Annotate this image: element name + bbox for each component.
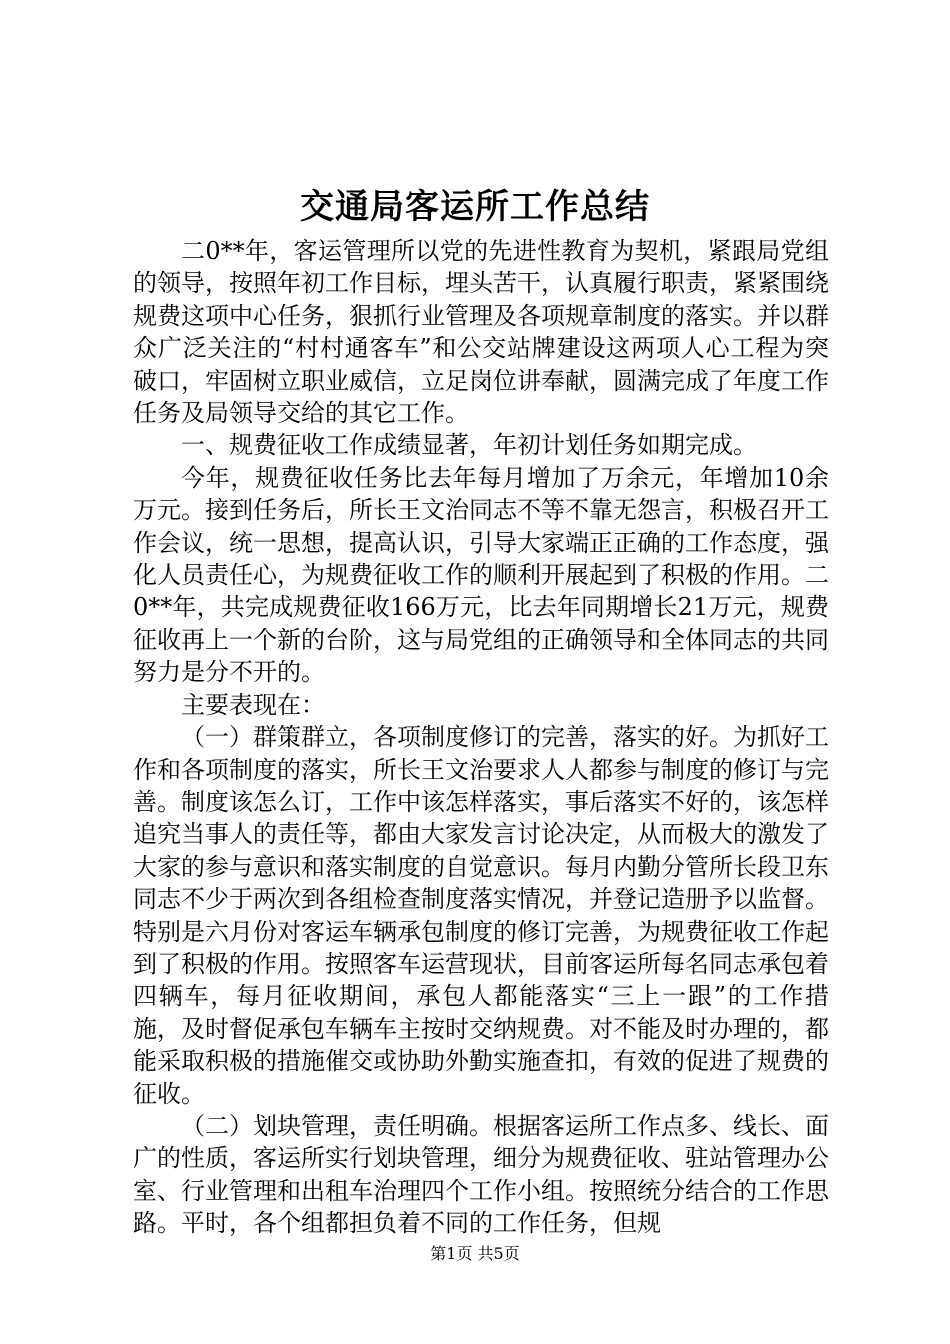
paragraph-section-heading: 一、规费征收工作成绩显著，年初计划任务如期完成。 (181, 431, 757, 460)
paragraph-point-two: （二）划块管理，责任明确。根据客运所工作点多、线长、面广的性质，客运所实行划块管理，细分为规费征收、驻站管理办公室、行业管理和出租车治理四个工作小组。按照统分结合的工作思路。平时，各个组都担负着不同的工作任务，但规 (133, 1111, 829, 1238)
paragraph-point-one: （一）群策群立，各项制度修订的完善，落实的好。为抓好工作和各项制度的落实，所长王文治要求人人都参与制度的修订与完善。制度该怎么订，工作中该怎样落实，事后落实不好的，该怎样追究当事人的责任等，都由大家发言讨论决定，从而极大的激发了大家的参与意识和落实制度的自觉意识。每月内勤分管所长段卫东同志不少于两次到各组检查制度落实情况，并登记造册予以监督。特别是六月份对客运车辆承包制度的修订完善，为规费征收工作起到了积极的作用。按照客车运营现状，目前客运所每名同志承包着四辆车，每月征收期间，承包人都能落实“三上一跟”的工作措施，及时督促承包车辆车主按时交纳规费。对不能及时办理的，都能采取积极的措施催交或协助外勤实施查扣，有效的促进了规费的征收。 (133, 723, 829, 1108)
paragraph-main-points: 主要表现在： (181, 690, 325, 719)
paragraph-intro: 二0**年，客运管理所以党的先进性教育为契机，紧跟局党组的领导，按照年初工作目标，埋头苦干，认真履行职责，紧紧围绕规费这项中心任务，狠抓行业管理及各项规章制度的落实。并以群众广泛关注的“村村通客车”和公交站牌建设这两项人心工程为突破口，牢固树立职业威信，立足岗位讲奉献，圆满完成了年度工作任务及局领导交给的其它工作。 (133, 237, 829, 428)
document-body (133, 235, 829, 1240)
page-number-footer: 第1页 共5页 (430, 1244, 520, 1263)
paragraph-fee-collection: 今年，规费征收任务比去年每月增加了万余元，年增加10余万元。接到任务后，所长王文治同志不等不靠无怨言，积极召开工作会议，统一思想，提高认识，引导大家端正正确的工作态度，强化人员责任心，为规费征收工作的顺利开展起到了积极的作用。二0**年，共完成规费征收166万元，比去年同期增长21万元，规费征收再上一个新的台阶，这与局党组的正确领导和全体同志的共同努力是分不开的。 (133, 463, 829, 687)
document-title: 交通局客运所工作总结 (300, 187, 650, 227)
